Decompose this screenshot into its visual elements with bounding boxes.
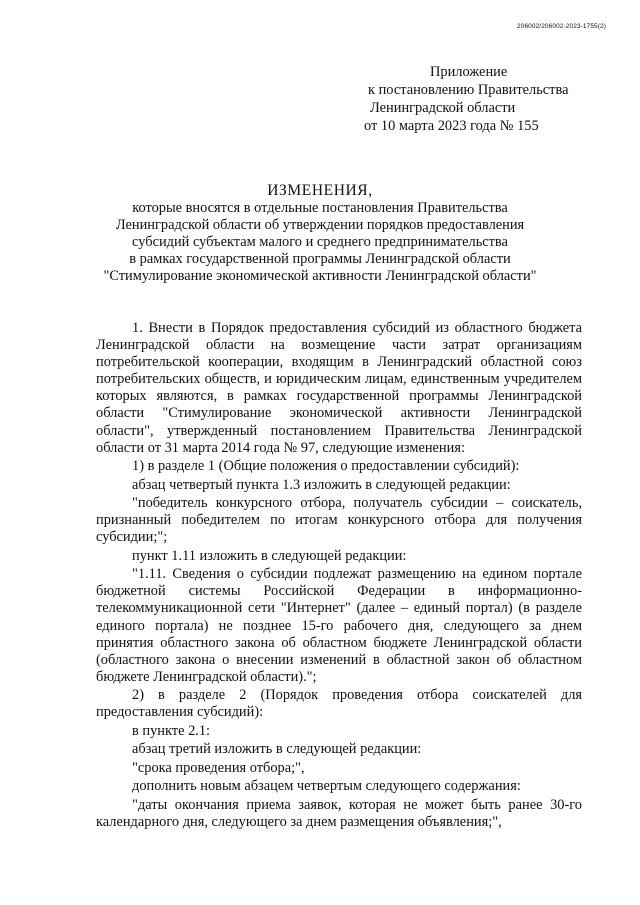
paragraph-11: дополнить новым абзацем четвертым следующего содержания: xyxy=(132,778,521,795)
appendix-line-2: к постановлению Правительства xyxy=(368,82,569,98)
paragraph-10: "срока проведения отбора;", xyxy=(132,759,305,776)
appendix-line-4: от 10 марта 2023 года № 155 xyxy=(364,118,539,134)
document-title xyxy=(0,182,640,285)
paragraph-12: "даты окончания приема заявок, которая не может быть ранее 30-го календарного дня, следующего за днем размещения объявления;", xyxy=(96,796,582,830)
document-id: 206002/206002-2023-1755(2) xyxy=(517,23,606,30)
appendix-line-3: Ленинградской области xyxy=(370,100,516,116)
title-line-1: которые вносятся в отдельные постановления Правительства xyxy=(132,200,508,216)
title-line-5: "Стимулирование экономической активности Ленинградской области" xyxy=(103,268,537,284)
title-line-2: Ленинградской области об утверждении порядков предоставления xyxy=(115,217,525,233)
paragraph-7: 2) в разделе 2 (Порядок проведения отбора соискателей для предоставления субсидий): xyxy=(96,687,582,721)
paragraph-6: "1.11. Сведения о субсидии подлежат размещению на едином портале бюджетной системы Российской Федерации в информационно-телекоммуникационной сети "Интернет" (далее – единый портал) (в разделе единого портала) не позднее 15-го рабочего дня, следующего за днем принятия областного закона об областном бюджете Ленинградской области (областного закона о внесении изменений в областной закон об областном бюджете Ленинградской области)."; xyxy=(96,566,582,685)
paragraph-8: в пункте 2.1: xyxy=(132,722,211,739)
appendix-block xyxy=(364,63,568,135)
paragraph-3: абзац четвертый пункта 1.3 изложить в следующей редакции: xyxy=(132,476,511,493)
paragraph-5: пункт 1.11 изложить в следующей редакции: xyxy=(132,547,407,564)
title-line-3: субсидий субъектам малого и среднего предпринимательства xyxy=(132,234,508,250)
paragraph-9: абзац третий изложить в следующей редакции: xyxy=(132,741,422,758)
paragraph-4: "победитель конкурсного отбора, получатель субсидии – соискатель, признанный победителем по итогам конкурсного отбора для получения субсидии;"; xyxy=(96,495,582,546)
paragraph-1: 1. Внести в Порядок предоставления субсидий из областного бюджета Ленинградской области на возмещение части затрат организациям потребительской кооперации, входящим в Ленинградский областной союз потребительских обществ, и юридическим лицам, единственным учредителем которых являются, в рамках государственной программы Ленинградской области "Стимулирование экономической активности Ленинградской области", утвержденный постановлением Правительства Ленинградской области от 31 марта 2014 года № 97, следующие изменения: xyxy=(96,320,582,456)
appendix-line-1: Приложение xyxy=(430,64,508,80)
title-line-4: в рамках государственной программы Ленинградской области xyxy=(129,251,511,267)
title-heading: ИЗМЕНЕНИЯ, xyxy=(267,182,373,199)
paragraph-2: 1) в разделе 1 (Общие положения о предоставлении субсидий): xyxy=(132,458,520,475)
document-body xyxy=(96,320,582,831)
